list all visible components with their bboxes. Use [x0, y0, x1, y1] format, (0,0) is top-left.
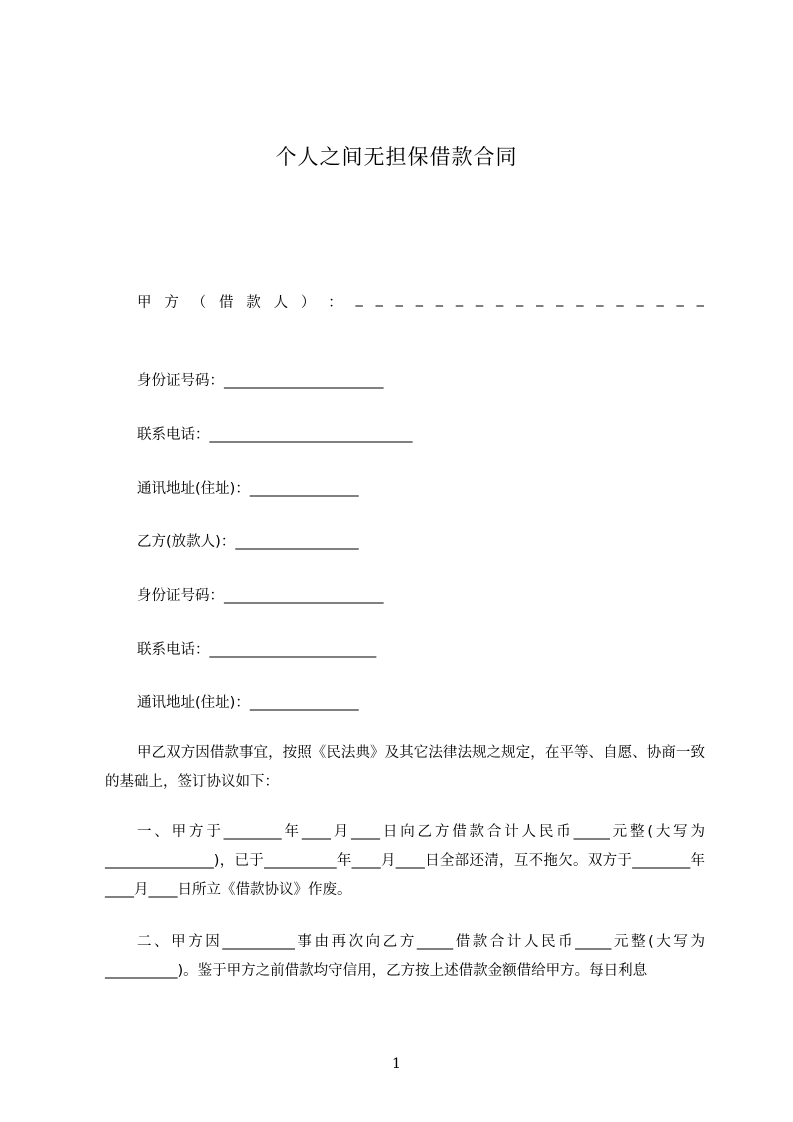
blank-segment: _ — [536, 291, 544, 307]
blank-segment: _ — [375, 291, 383, 307]
blank-segment: _ — [395, 291, 403, 307]
blank-segment: _ — [696, 291, 704, 307]
blank-segment: _ — [556, 291, 564, 307]
page-number: 1 — [392, 1056, 401, 1072]
party-a-char: 款 — [246, 295, 261, 311]
party-a-char: 甲 — [137, 295, 152, 311]
party-a-address-field: 通讯地址(住址)：_______________ — [137, 481, 359, 497]
blank-segment: _ — [576, 291, 584, 307]
party-b-id-field: 身份证号码：______________________ — [137, 588, 384, 604]
clause-2-paragraph: 二、甲方因__________事由再次向乙方_____借款合计人民币_____元整(大写为__________)。鉴于甲方之前借款均守信用，乙方按上述借款金额借给甲方。每日利息 — [105, 934, 705, 979]
blank-segment: _ — [676, 291, 684, 307]
clause-1-paragraph: 一、甲方于________年____月____日向乙方借款合计人民币_____元整(大写为_______________)，已于__________年____月____日全部还清，互不拖欠。双方于________年____月____日所立《借款协议》作废。 — [105, 824, 705, 898]
party-a-char: ） — [300, 295, 316, 311]
document-title: 个人之间无担保借款合同 — [275, 145, 518, 169]
party-a-char: 借 — [218, 295, 234, 311]
blank-segment: _ — [636, 291, 644, 307]
party-a-phone-field: 联系电话：____________________________ — [137, 427, 413, 443]
blank-segment: _ — [455, 291, 464, 307]
blank-segment: _ — [415, 291, 423, 307]
blank-segment: _ — [596, 291, 604, 307]
blank-segment: _ — [475, 291, 484, 307]
blank-segment: _ — [495, 291, 504, 307]
blank-segment: _ — [616, 291, 624, 307]
blank-segment: _ — [355, 291, 363, 307]
party-a-char: （ — [191, 295, 207, 311]
party-a-char: ： — [328, 295, 343, 311]
party-a-char: 方 — [164, 295, 179, 311]
blank-segment: _ — [656, 291, 664, 307]
blank-segment: _ — [516, 291, 524, 307]
party-a-line — [137, 291, 704, 312]
party-b-phone-field: 联系电话：_______________________ — [137, 642, 377, 658]
blank-segment: _ — [435, 291, 443, 307]
party-b-address-field: 通讯地址(住址)：_______________ — [137, 695, 359, 711]
party-a-id-field: 身份证号码：______________________ — [137, 373, 384, 389]
intro-paragraph: 甲乙双方因借款事宜，按照《民法典》及其它法律法规之规定，在平等、自愿、协商一致的基础上，签订协议如下： — [105, 745, 705, 790]
party-a-char: 人 — [273, 295, 289, 311]
party-b-field: 乙方(放款人)：_________________ — [137, 534, 359, 550]
